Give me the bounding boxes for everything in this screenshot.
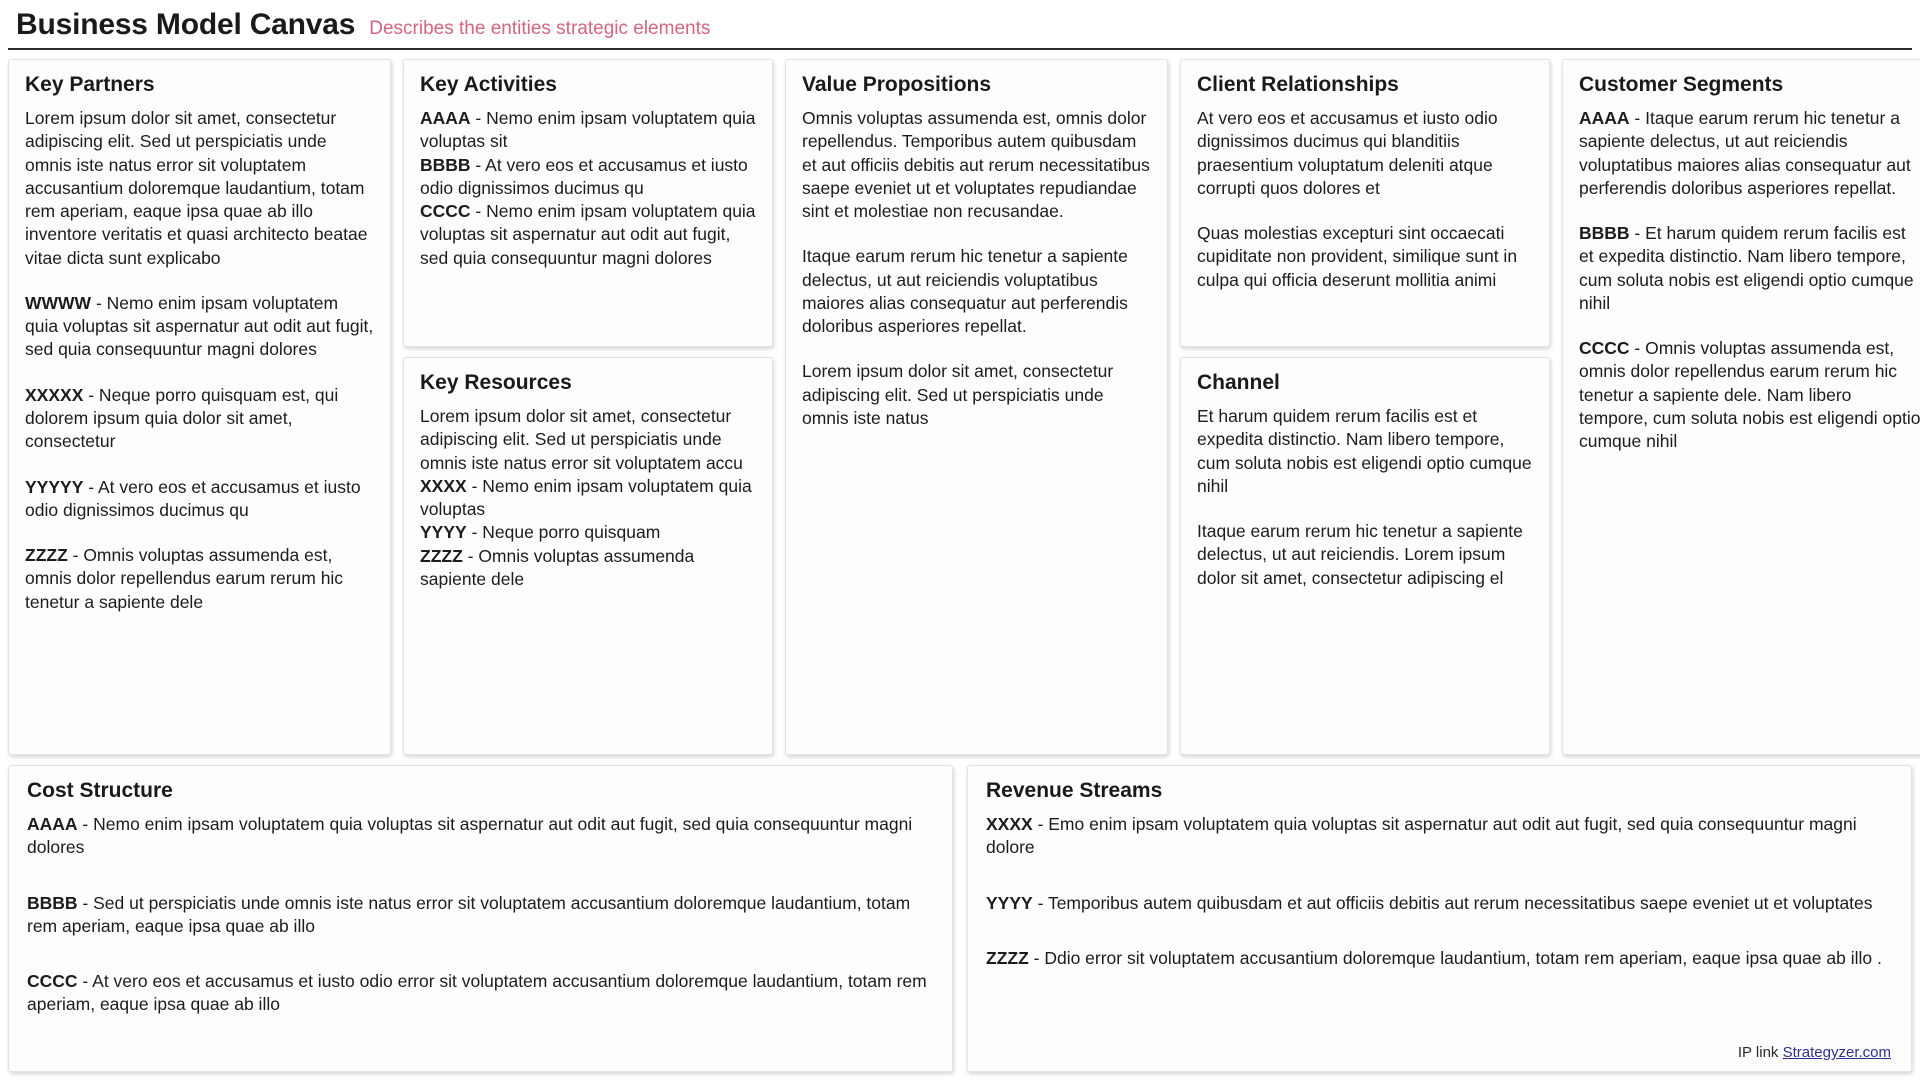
column-value-propositions [785, 59, 1168, 755]
card-body-cost-structure [27, 813, 932, 1017]
paragraph: Quas molestias excepturi sint occaecati cupiditate non provident, similique sunt in culpa qui officia deserunt mollitia animi [1197, 223, 1518, 290]
paragraph: CCCC - Omnis voluptas assumenda est, omnis dolor repellendus earum rerum hic tenetur a sapiente dele. Nam libero tempore, cum soluta nobis est eligendi optio cumque nihil [1579, 338, 1920, 452]
card-client-relationships[interactable] [1180, 59, 1550, 347]
paragraph: CCCC - Nemo enim ipsam voluptatem quia voluptas sit aspernatur aut odit aut fugit, sed quia consequuntur magni dolores [420, 201, 756, 268]
paragraph: Lorem ipsum dolor sit amet, consectetur adipiscing elit. Sed ut perspiciatis unde omnis iste natus error sit voluptatem accu [420, 406, 743, 473]
card-title-cost-structure: Cost Structure [27, 779, 173, 802]
canvas-bottom-row [8, 755, 1912, 1072]
paragraph: WWWW - Nemo enim ipsam voluptatem quia voluptas sit aspernatur aut odit aut fugit, sed quia consequuntur magni dolores [25, 292, 374, 360]
canvas-main-row [8, 50, 1920, 755]
ip-link-prefix: IP link [1737, 1044, 1783, 1061]
paragraph-label: CCCC [420, 201, 471, 222]
card-title-key-activities: Key Activities [420, 73, 557, 96]
paragraph: ZZZZ - Omnis voluptas assumenda est, omnis dolor repellendus earum rerum hic tenetur a sapiente dele [25, 545, 344, 612]
card-body-revenue-streams [986, 813, 1891, 970]
card-body-key-activities [420, 107, 756, 270]
paragraph-label: AAAA [1579, 108, 1630, 129]
column-client-relationships [1180, 59, 1550, 755]
strategyzer-link[interactable]: Strategyzer.com [1782, 1044, 1891, 1061]
card-revenue-streams[interactable] [967, 765, 1912, 1072]
card-title-customer-segments: Customer Segments [1579, 73, 1784, 96]
card-title-key-resources: Key Resources [420, 371, 572, 394]
paragraph-label: WWWW [25, 292, 92, 313]
card-body-key-resources [420, 405, 756, 591]
column-customer-segments [1562, 59, 1920, 755]
paragraph: Itaque earum rerum hic tenetur a sapiente delectus, ut aut reiciendis. Lorem ipsum dolor sit amet, consectetur adipiscing el [1197, 521, 1523, 588]
card-body-channel [1197, 405, 1533, 590]
page-title: Business Model Canvas [16, 8, 356, 41]
paragraph-label: ZZZZ [420, 545, 463, 566]
card-body-value-propositions [802, 107, 1151, 430]
card-title-channel: Channel [1197, 371, 1280, 394]
paragraph-label: AAAA [27, 814, 78, 835]
paragraph-label: BBBB [27, 892, 78, 913]
card-title-revenue-streams: Revenue Streams [986, 779, 1163, 802]
paragraph: YYYY - Neque porro quisquam [420, 522, 661, 543]
paragraph: AAAA - Itaque earum rerum hic tenetur a sapiente delectus, ut aut reiciendis voluptatibus maiores alias consequatur aut perferendis doloribus asperiores repellat. [1579, 108, 1911, 198]
paragraph: YYYY - Temporibus autem quibusdam et aut officiis debitis aut rerum necessitatibus saepe eveniet ut et voluptates [986, 892, 1873, 913]
column-key-activities [403, 59, 773, 755]
ip-link-row [986, 1038, 1891, 1061]
paragraph-label: YYYYY [25, 476, 84, 497]
paragraph-label: ZZZZ [986, 947, 1029, 968]
card-value-propositions[interactable] [785, 59, 1168, 755]
paragraph: Itaque earum rerum hic tenetur a sapiente delectus, ut aut reiciendis voluptatibus maiores alias consequatur aut perferendis doloribus asperiores repellat. [802, 246, 1128, 337]
paragraph: ZZZZ - Ddio error sit voluptatem accusantium doloremque laudantium, totam rem aperiam, eaque ipsa quae ab illo . [986, 947, 1882, 968]
card-body-key-partners [25, 107, 374, 614]
card-title-value-propositions: Value Propositions [802, 73, 992, 96]
paragraph: BBBB - At vero eos et accusamus et iusto odio dignissimos ducimus qu [420, 154, 748, 198]
card-key-resources[interactable] [403, 357, 773, 755]
paragraph: Et harum quidem rerum facilis est et expedita distinctio. Nam libero tempore, cum soluta nobis est eligendi optio cumque nihil [1197, 406, 1532, 496]
paragraph: AAAA - Nemo enim ipsam voluptatem quia voluptas sit [420, 108, 756, 152]
card-key-partners[interactable] [8, 59, 391, 755]
paragraph-label: CCCC [27, 971, 78, 992]
paragraph: YYYYY - At vero eos et accusamus et iusto odio dignissimos ducimus qu [25, 476, 361, 520]
card-body-client-relationships [1197, 107, 1533, 292]
paragraph-label: XXXXX [25, 384, 84, 405]
paragraph: XXXX - Nemo enim ipsam voluptatem quia voluptas [420, 475, 752, 520]
paragraph-label: YYYY [420, 522, 467, 543]
card-key-activities[interactable] [403, 59, 773, 347]
paragraph-label: AAAA [420, 108, 471, 129]
card-channel[interactable] [1180, 357, 1550, 755]
column-key-partners [8, 59, 391, 755]
paragraph-label: XXXX [986, 814, 1033, 835]
paragraph-label: XXXX [420, 475, 467, 496]
paragraph: BBBB - Sed ut perspiciatis unde omnis iste natus error sit voluptatem accusantium doloremque laudantium, totam rem aperiam, eaque ipsa quae ab illo [27, 892, 911, 936]
paragraph: XXXXX - Neque porro quisquam est, qui dolorem ipsum quia dolor sit amet, consectetur [25, 384, 339, 452]
card-title-key-partners: Key Partners [25, 73, 155, 96]
page-header [8, 0, 1912, 50]
page-subtitle: Describes the entities strategic elements [369, 18, 711, 39]
paragraph: XXXX - Emo enim ipsam voluptatem quia voluptas sit aspernatur aut odit aut fugit, sed quia consequuntur magni dolore [986, 814, 1857, 858]
paragraph-label: BBBB [1579, 223, 1630, 244]
paragraph: At vero eos et accusamus et iusto odio dignissimos ducimus qui blanditiis praesentium voluptatum deleniti atque corrupti quos dolores et [1197, 108, 1498, 198]
paragraph: ZZZZ - Omnis voluptas assumenda sapiente dele [420, 545, 695, 589]
card-title-client-relationships: Client Relationships [1197, 73, 1399, 96]
paragraph-label: CCCC [1579, 338, 1630, 359]
paragraph: Lorem ipsum dolor sit amet, consectetur adipiscing elit. Sed ut perspiciatis unde omnis iste natus error sit voluptatem accusantium doloremque laudantium, totam rem aperiam, eaque ipsa quae ab illo inventore veritatis et quasi architecto beatae vitae dicta sunt explicabo [25, 108, 368, 268]
paragraph: AAAA - Nemo enim ipsam voluptatem quia voluptas sit aspernatur aut odit aut fugit, sed quia consequuntur magni dolores [27, 814, 913, 858]
paragraph-label: YYYY [986, 892, 1033, 913]
card-cost-structure[interactable] [8, 765, 953, 1072]
paragraph: CCCC - At vero eos et accusamus et iusto odio error sit voluptatem accusantium doloremque laudantium, totam rem aperiam, eaque ipsa quae ab illo [27, 971, 927, 1015]
card-body-customer-segments [1579, 107, 1920, 453]
paragraph: Omnis voluptas assumenda est, omnis dolor repellendus. Temporibus autem quibusdam et aut officiis debitis aut rerum necessitatibus saepe eveniet ut et voluptates repudiandae sint et molestiae non recusandae. [802, 108, 1150, 222]
paragraph: BBBB - Et harum quidem rerum facilis est et expedita distinctio. Nam libero tempore, cum soluta nobis est eligendi optio cumque nihil [1579, 223, 1914, 313]
paragraph-label: ZZZZ [25, 545, 68, 566]
paragraph-label: BBBB [420, 154, 471, 175]
card-customer-segments[interactable] [1562, 59, 1920, 755]
paragraph: Lorem ipsum dolor sit amet, consectetur adipiscing elit. Sed ut perspiciatis unde omnis iste natus [802, 361, 1114, 429]
